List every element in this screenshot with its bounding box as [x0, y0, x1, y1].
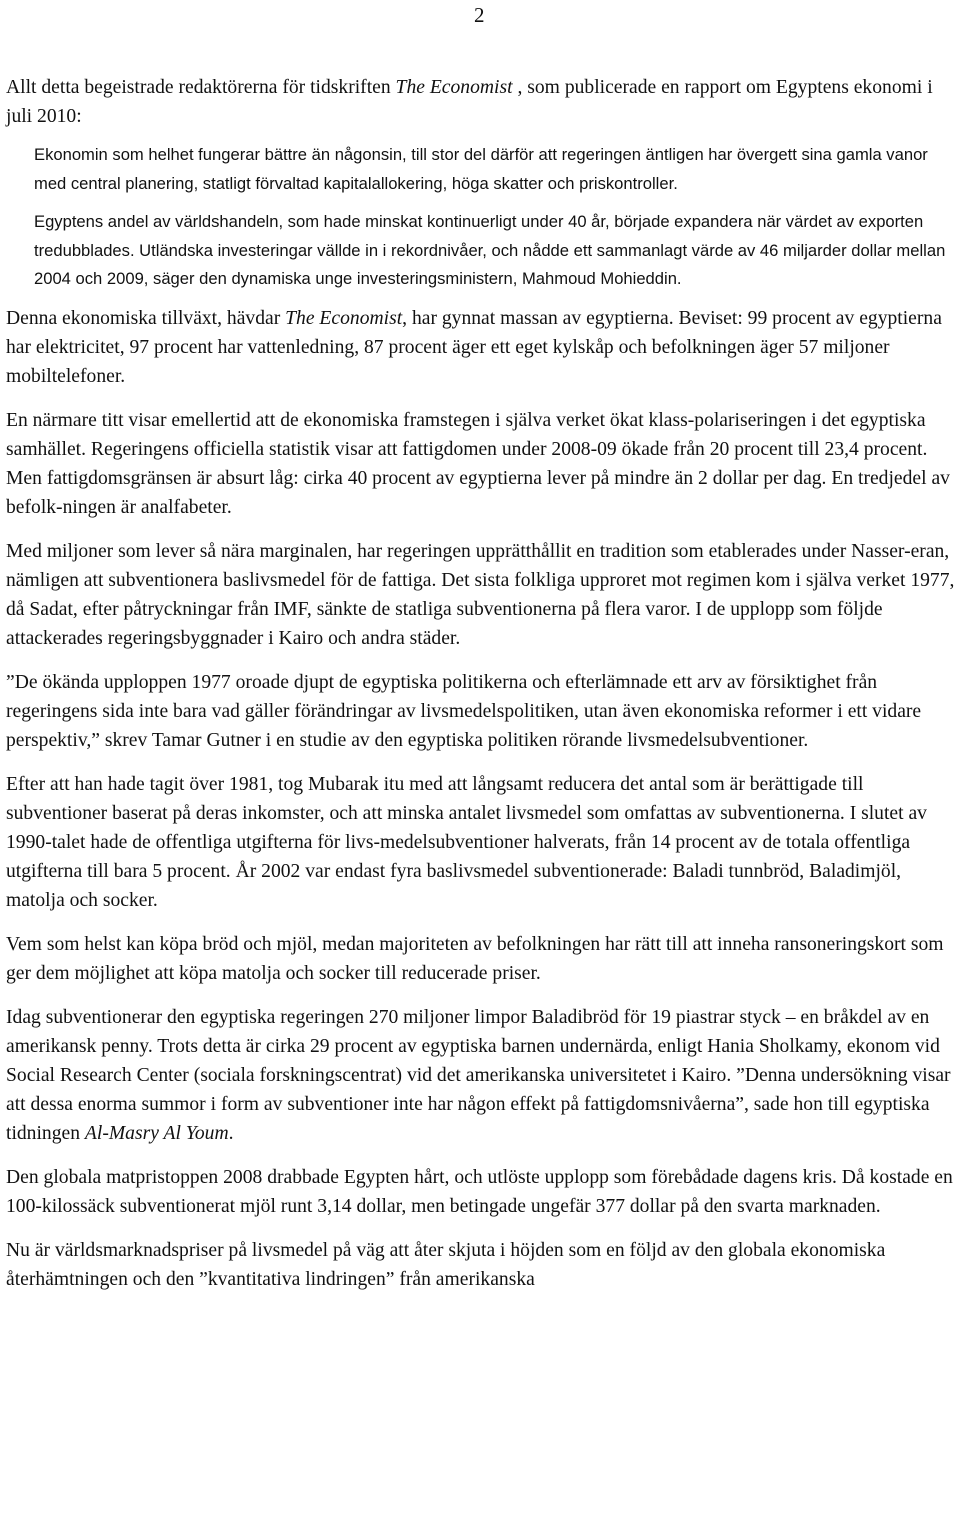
- paragraph-1-text-2: , har gynnat massan av egyptierna. Beviset: 99 procent av egyptierna har elektricitet, 97 procent har vattenledning, 87 procent äger ett eget kylskåp och befolkningen äger 57 miljoner mobiltelefoner.: [6, 307, 942, 387]
- block-quote: [6, 141, 958, 294]
- paragraph-4: ”De ökända upploppen 1977 oroade djupt de egyptiska politikerna och efterlämnade ett arv av försiktighet från regeringens sida inte bara vad gäller förändringar av livsmedelspolitiken, utan även ekonomiska reformer i ett vidare perspektiv,” skrev Tamar Gutner i en studie av den egyptiska politiken rörande livsmedelsubventioner.: [6, 671, 922, 751]
- paragraph-1-text-1: Denna ekonomiska tillväxt, hävdar: [6, 307, 286, 329]
- magazine-title: The Economist: [395, 77, 513, 98]
- quote-paragraph-1: Ekonomin som helhet fungerar bättre än någonsin, till stor del därför att regeringen äntligen har övergett sina gamla vanor med central planering, statligt förvaltad kapitalallokering, höga skatter och priskontroller.: [34, 145, 928, 193]
- paragraph-5: Efter att han hade tagit över 1981, tog Mubarak itu med att långsamt reducera det antal som är berättigade till subventioner baserat på deras inkomster, och att minska antalet livsmedel som omfattas av subventionerna. I slutet av 1990-talet hade de offentliga utgifterna för livs-medelsubventioner halverats, från 14 procent av de totala offentliga utgifterna till bara 5 procent. År 2002 var endast fyra baslivsmedel subventionerade: Baladi tunnbröd, Baladimjöl, matolja och socker.: [6, 773, 927, 911]
- paragraph-3: Med miljoner som lever så nära marginalen, har regeringen upprätthållit en tradition som etablerades under Nasser-eran, nämligen att subventionera baslivsmedel för de fattiga. Det sista folkliga upproret mot regimen kom i själva verket 1977, då Sadat, efter påtryckningar från IMF, sänkte de statliga subventionerna på flera varor. I de upplopp som följde attackerades regeringsbyggnader i Kairo och andra städer.: [6, 540, 955, 649]
- intro-text-1: Allt detta begeistrade redaktörerna för tidskriften: [6, 77, 396, 98]
- document-body: [6, 73, 958, 1309]
- page-number: 2: [474, 3, 485, 27]
- intro-paragraph: [6, 73, 958, 131]
- paragraph-7-text-1: Idag subventionerar den egyptiska regeringen 270 miljoner limpor Baladibröd för 19 piastrar styck – en bråkdel av en amerikansk penny. Trots detta är cirka 29 procent av egyptiska barnen undernärda, enligt Hania Sholkamy, ekonom vid Social Research Center (sociala forskningscentrat) vid det amerikanska universitetet i Kairo. ”Denna undersökning visar att dessa enorma summor i form av subventioner inte har någon effekt på fattigdomsnivåerna”, sade hon till egyptiska tidningen: [6, 1006, 951, 1144]
- paragraph-7: [6, 1003, 958, 1148]
- paragraph-8: Den globala matpristoppen 2008 drabbade Egypten hårt, och utlöste upplopp som förebådade dagens kris. Då kostade en 100-kilossäck subventionerat mjöl runt 3,14 dollar, men betingade ungefär 377 dollar på den svarta marknaden.: [6, 1166, 953, 1217]
- paragraph-1: [6, 304, 958, 391]
- paragraph-6: Vem som helst kan köpa bröd och mjöl, medan majoriteten av befolkningen har rätt till att inneha ransoneringskort som ger dem möjlighet att köpa matolja och socker till reducerade priser.: [6, 933, 944, 984]
- magazine-title-2: The Economist: [285, 307, 403, 329]
- intro-text-2: , som publicerade en rapport om Egyptens ekonomi i juli 2010:: [6, 77, 933, 127]
- paragraph-9: Nu är världsmarknadspriser på livsmedel på väg att åter skjuta i höjden som en följd av den globala ekonomiska återhämtningen och den ”kvantitativa lindringen” från amerikanska: [6, 1239, 886, 1290]
- paragraph-7-text-2: .: [228, 1122, 234, 1144]
- newspaper-title: Al-Masry Al Youm: [84, 1122, 229, 1144]
- paragraph-2: En närmare titt visar emellertid att de ekonomiska framstegen i själva verket ökat klass-polariseringen i det egyptiska samhället. Regeringens officiella statistik visar att fattigdomen under 2008-09 ökade från 20 procent till 23,4 procent. Men fattigdomsgränsen är absurt låg: cirka 40 procent av egyptierna lever på mindre än 2 dollar per dag. En tredjedel av befolk-ningen är analfabeter.: [6, 409, 950, 518]
- quote-paragraph-2: Egyptens andel av världshandeln, som hade minskat kontinuerligt under 40 år, började expandera när värdet av exporten tredubblades. Utländska investeringar vällde in i rekordnivåer, och nådde ett sammanlagt värde av 46 miljarder dollar mellan 2004 och 2009, säger den dynamiska unge investeringsministern, Mahmoud Mohieddin.: [34, 212, 946, 288]
